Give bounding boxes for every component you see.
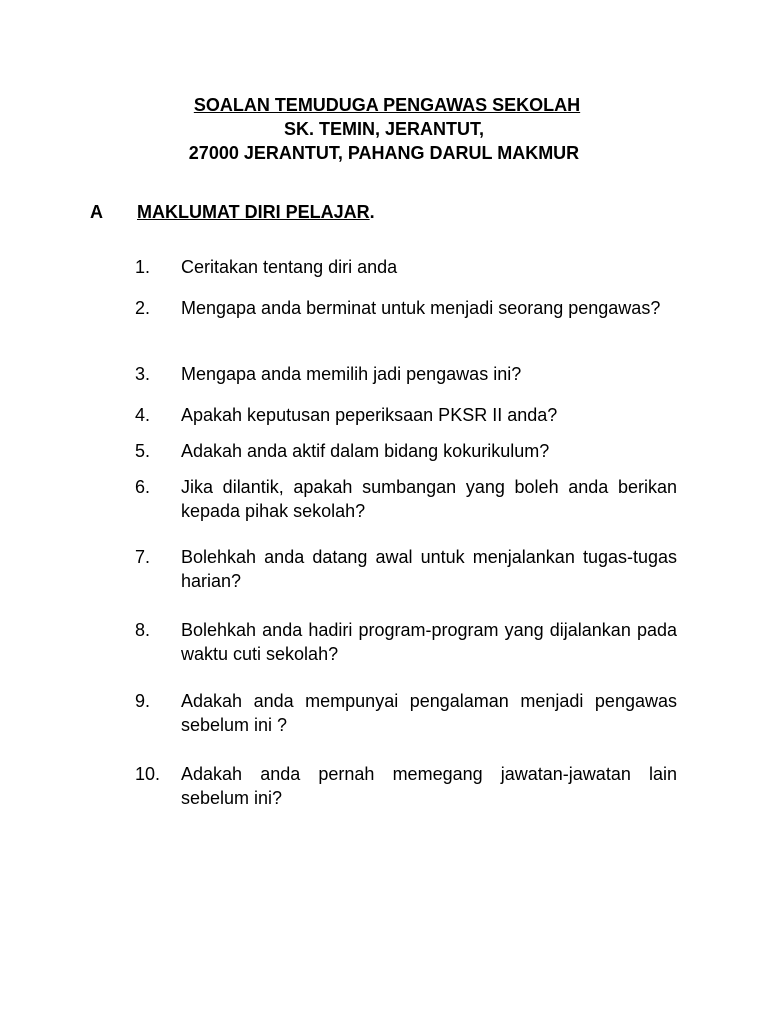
section-letter: A <box>90 202 103 222</box>
list-item <box>135 296 677 320</box>
question-text: Adakah anda pernah memegang jawatan-jawatan lain sebelum ini? <box>181 764 677 808</box>
question-text: Adakah anda mempunyai pengalaman menjadi pengawas sebelum ini ? <box>181 691 677 735</box>
list-item <box>135 545 677 593</box>
list-item <box>135 618 677 666</box>
question-text: Bolehkah anda hadiri program-program yang dijalankan pada waktu cuti sekolah? <box>181 620 677 664</box>
question-text: Mengapa anda berminat untuk menjadi seorang pengawas? <box>181 298 661 318</box>
list-item <box>135 439 677 463</box>
question-number: 9. <box>135 691 151 711</box>
list-item <box>135 689 677 737</box>
list-item <box>135 762 677 810</box>
question-number: 6. <box>135 477 151 497</box>
question-text: Adakah anda aktif dalam bidang kokurikulum? <box>181 441 550 461</box>
list-item <box>135 475 677 523</box>
question-text: Jika dilantik, apakah sumbangan yang boleh anda berikan kepada pihak sekolah? <box>181 477 677 521</box>
question-number: 5. <box>135 441 151 461</box>
question-text: Apakah keputusan peperiksaan PKSR II anda? <box>181 405 558 425</box>
question-text: Bolehkah anda datang awal untuk menjalankan tugas-tugas harian? <box>181 547 677 591</box>
question-number: 10. <box>135 764 161 784</box>
question-number: 1. <box>135 257 151 277</box>
header-title: SOALAN TEMUDUGA PENGAWAS SEKOLAH <box>193 95 581 115</box>
header-school-name: SK. TEMIN, JERANTUT, <box>283 119 484 139</box>
question-number: 7. <box>135 547 151 567</box>
list-item <box>135 255 677 279</box>
question-number: 3. <box>135 364 151 384</box>
header-address: 27000 JERANTUT, PAHANG DARUL MAKMUR <box>188 143 580 163</box>
list-item <box>135 362 677 386</box>
list-item <box>135 403 677 427</box>
question-number: 8. <box>135 620 151 640</box>
section-title-text: MAKLUMAT DIRI PELAJAR <box>137 202 370 222</box>
question-text: Ceritakan tentang diri anda <box>181 257 398 277</box>
question-text: Mengapa anda memilih jadi pengawas ini? <box>181 364 522 384</box>
question-number: 4. <box>135 405 151 425</box>
section-title-period: . <box>369 202 375 222</box>
question-number: 2. <box>135 298 151 318</box>
